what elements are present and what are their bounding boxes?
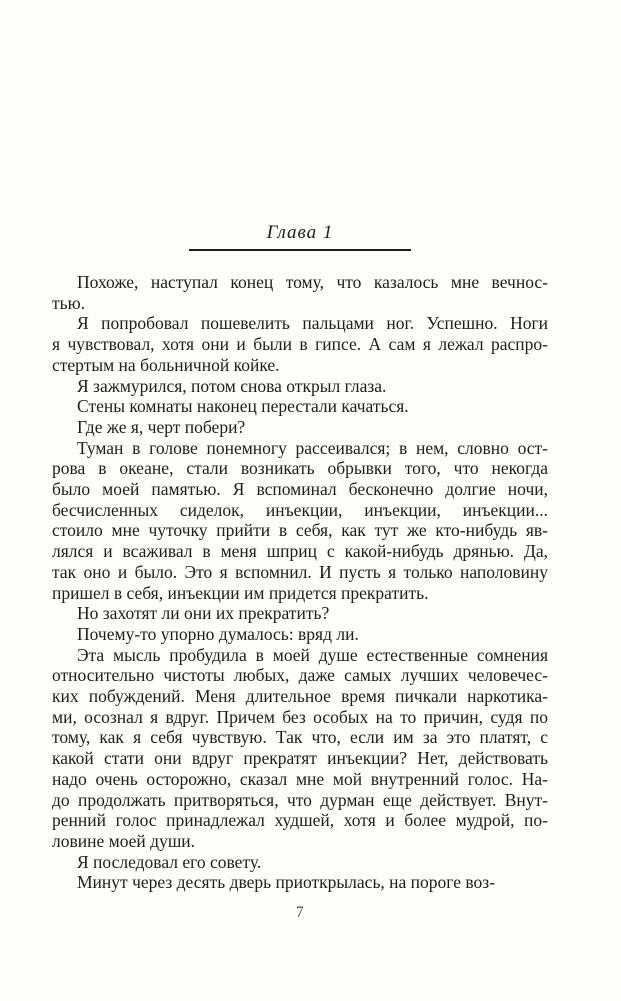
text-line: Где же я, черт побери? <box>77 416 246 437</box>
chapter-rule-divider <box>189 249 411 251</box>
body-text <box>52 272 548 893</box>
text-line: Я попробовал пошевелить пальцами ног. Успешно. Ноги <box>77 313 548 334</box>
text-line: тому, как я себя чувствую. Так что, если им за это платят, с <box>52 727 548 748</box>
text-line: какой стати они вдруг прекратят инъекции? Нет, действовать <box>52 748 548 769</box>
text-line: стоило мне чуточку прийти в себя, как тут же кто-нибудь яв- <box>52 520 548 541</box>
text-line: Туман в голове понемногу рассеивался; в нем, словно ост- <box>77 437 548 458</box>
text-line: до продолжать притворяться, что дурман еще действует. Внут- <box>52 789 548 810</box>
text-line: Минут через десять дверь приоткрылась, на пороге воз- <box>77 872 496 893</box>
text-line: лялся и всаживал в меня шприц с какой-нибудь дрянью. Да, <box>52 541 548 562</box>
text-line: рова в океане, стали возникать обрывки того, что некогда <box>52 458 548 479</box>
text-line: пришел в себя, инъекции им придется прекратить. <box>52 582 429 603</box>
text-line: бесчисленных сиделок, инъекции, инъекции, инъекции... <box>52 499 548 520</box>
text-line: тью. <box>52 292 86 313</box>
text-line: ловине моей души. <box>52 830 196 851</box>
text-line: Похоже, наступал конец тому, что казалось мне вечнос- <box>77 272 548 292</box>
text-line: Почему-то упорно думалось: вряд ли. <box>77 623 359 644</box>
text-line: Стены комнаты наконец перестали качаться. <box>77 396 409 417</box>
text-line: я чувствовал, хотя они и были в гипсе. А сам я лежал распро- <box>52 334 548 355</box>
text-line: ких побуждений. Меня длительное время пичкали наркотика- <box>52 686 548 707</box>
text-line: относительно чистоты любых, даже самых лучших человечес- <box>52 665 548 686</box>
text-line: было моей памятью. Я вспоминал бесконечно долгие ночи, <box>52 479 548 500</box>
chapter-title: Глава 1 <box>266 222 334 243</box>
text-line: Я последовал его совету. <box>77 851 262 872</box>
text-line: Эта мысль пробудила в моей душе естественные сомнения <box>77 644 548 665</box>
text-line: надо очень осторожно, сказал мне мой внутренний голос. На- <box>52 768 548 789</box>
text-line: ренний голос принадлежал худшей, хотя и более мудрой, по- <box>52 810 548 831</box>
text-line: стертым на больничной койке. <box>52 354 280 375</box>
text-line: так оно и было. Это я вспомнил. И пусть я только наполовину <box>52 561 548 582</box>
book-page <box>52 0 548 922</box>
page-number: 7 <box>295 904 305 922</box>
text-line: Но захотят ли они их прекратить? <box>77 603 330 624</box>
text-line: ми, осознал я вдруг. Причем без особых на то причин, судя по <box>52 706 548 727</box>
text-line: Я зажмурился, потом снова открыл глаза. <box>77 375 387 396</box>
chapter-heading <box>52 221 548 251</box>
